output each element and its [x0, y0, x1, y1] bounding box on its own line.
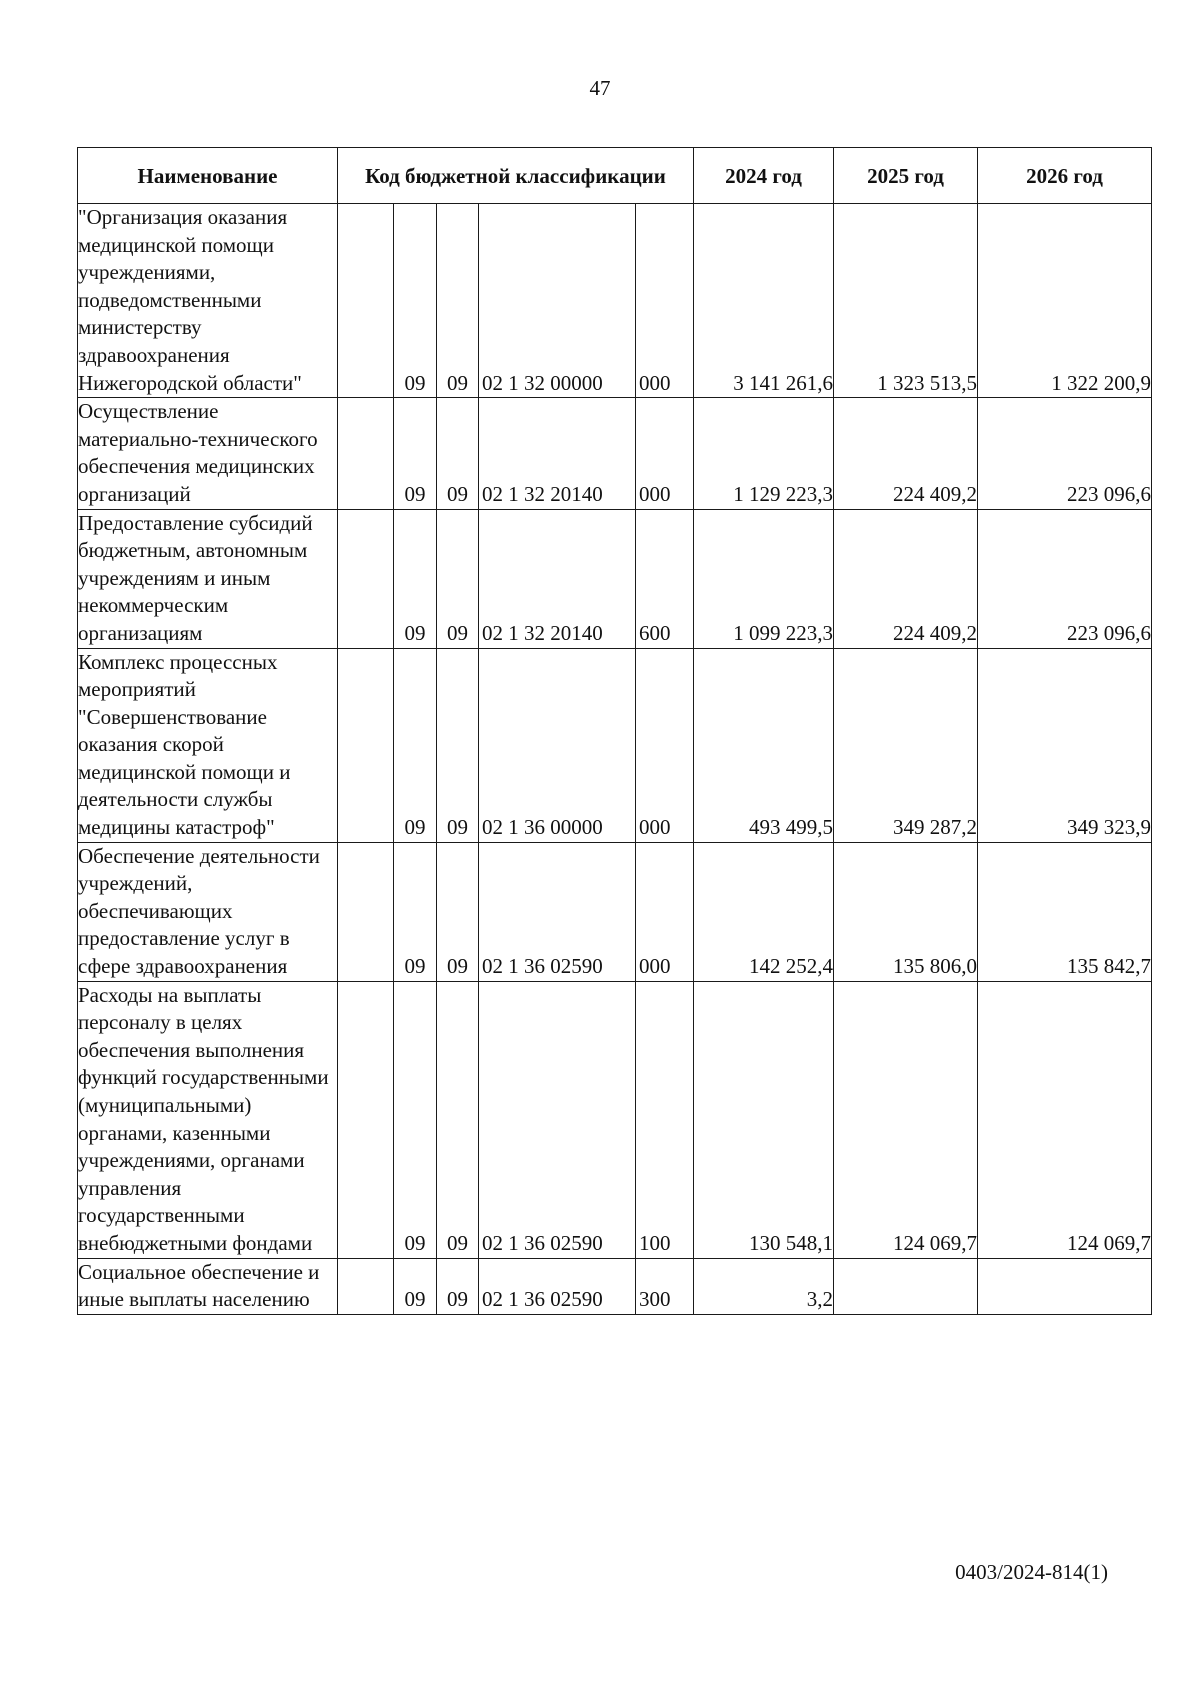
code-subsection: 09 [437, 981, 479, 1258]
row-name: Предоставление субсидий бюджетным, автономным учреждениям и иным некоммерческим организациям [78, 509, 338, 648]
code-subsection: 09 [437, 509, 479, 648]
value-2026: 1 322 200,9 [978, 204, 1152, 398]
code-subsection: 09 [437, 1258, 479, 1314]
code-subsection: 09 [437, 398, 479, 509]
row-name: Осуществление материально-технического обеспечения медицинских организаций [78, 398, 338, 509]
value-2026: 349 323,9 [978, 648, 1152, 842]
value-2024: 493 499,5 [694, 648, 834, 842]
page-number: 47 [589, 76, 611, 100]
code-section: 09 [394, 204, 437, 398]
table-header-row [78, 148, 1152, 204]
code-target-article: 02 1 32 00000 [479, 204, 636, 398]
code-expense-type: 000 [636, 204, 694, 398]
value-2026: 124 069,7 [978, 981, 1152, 1258]
header-year-2024: 2024 год [694, 148, 834, 204]
code-expense-type: 600 [636, 509, 694, 648]
code-part-1 [338, 509, 394, 648]
value-2025: 1 323 513,5 [834, 204, 978, 398]
code-part-1 [338, 981, 394, 1258]
table-row [78, 204, 1152, 398]
code-expense-type: 100 [636, 981, 694, 1258]
code-target-article: 02 1 36 02590 [479, 1258, 636, 1314]
header-name: Наименование [78, 148, 338, 204]
table-row [78, 398, 1152, 509]
row-name: Обеспечение деятельности учреждений, обеспечивающих предоставление услуг в сфере здравоохранения [78, 842, 338, 981]
code-part-1 [338, 842, 394, 981]
table-row [78, 648, 1152, 842]
code-target-article: 02 1 36 00000 [479, 648, 636, 842]
value-2025: 224 409,2 [834, 509, 978, 648]
row-name: Социальное обеспечение и иные выплаты населению [78, 1258, 338, 1314]
code-part-1 [338, 1258, 394, 1314]
header-year-2026: 2026 год [978, 148, 1152, 204]
code-target-article: 02 1 32 20140 [479, 398, 636, 509]
row-name: "Организация оказания медицинской помощи учреждениями, подведомственными министерству здравоохранения Нижегородской области" [78, 204, 338, 398]
table-row [78, 509, 1152, 648]
value-2025: 124 069,7 [834, 981, 978, 1258]
code-subsection: 09 [437, 648, 479, 842]
code-part-1 [338, 648, 394, 842]
value-2024: 1 099 223,3 [694, 509, 834, 648]
value-2024: 130 548,1 [694, 981, 834, 1258]
code-section: 09 [394, 648, 437, 842]
row-name: Комплекс процессных мероприятий "Совершенствование оказания скорой медицинской помощи и деятельности службы медицины катастроф" [78, 648, 338, 842]
value-2026: 223 096,6 [978, 509, 1152, 648]
value-2025: 135 806,0 [834, 842, 978, 981]
code-target-article: 02 1 36 02590 [479, 981, 636, 1258]
code-section: 09 [394, 981, 437, 1258]
row-name: Расходы на выплаты персоналу в целях обеспечения выполнения функций государственными (муниципальными) органами, казенными учреждениями, органами управления государственными внебюджетными фондами [78, 981, 338, 1258]
value-2026 [978, 1258, 1152, 1314]
budget-table [77, 147, 1152, 1315]
value-2025 [834, 1258, 978, 1314]
value-2024: 1 129 223,3 [694, 398, 834, 509]
header-year-2025: 2025 год [834, 148, 978, 204]
code-expense-type: 000 [636, 842, 694, 981]
code-expense-type: 000 [636, 398, 694, 509]
table-row [78, 842, 1152, 981]
code-part-1 [338, 398, 394, 509]
value-2024: 142 252,4 [694, 842, 834, 981]
code-section: 09 [394, 1258, 437, 1314]
value-2025: 224 409,2 [834, 398, 978, 509]
code-section: 09 [394, 398, 437, 509]
header-budget-code: Код бюджетной классификации [338, 148, 694, 204]
code-expense-type: 000 [636, 648, 694, 842]
code-part-1 [338, 204, 394, 398]
code-section: 09 [394, 509, 437, 648]
document-registration-number: 0403/2024-814(1) [955, 1560, 1108, 1584]
value-2025: 349 287,2 [834, 648, 978, 842]
code-target-article: 02 1 32 20140 [479, 509, 636, 648]
code-target-article: 02 1 36 02590 [479, 842, 636, 981]
value-2026: 135 842,7 [978, 842, 1152, 981]
value-2026: 223 096,6 [978, 398, 1152, 509]
code-section: 09 [394, 842, 437, 981]
value-2024: 3,2 [694, 1258, 834, 1314]
code-subsection: 09 [437, 204, 479, 398]
code-expense-type: 300 [636, 1258, 694, 1314]
table-row [78, 1258, 1152, 1314]
code-subsection: 09 [437, 842, 479, 981]
table-row [78, 981, 1152, 1258]
value-2024: 3 141 261,6 [694, 204, 834, 398]
